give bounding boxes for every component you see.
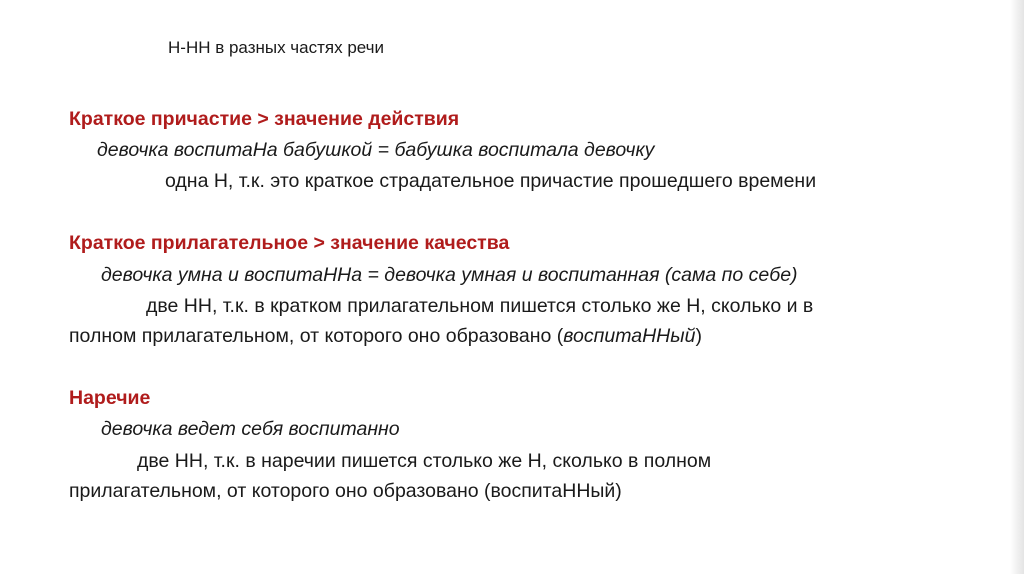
section2-explanation-line2 [69, 323, 702, 349]
section2-explanation-line2-end: ) [695, 325, 702, 347]
section2-example: девочка умна и воспитаННа = девочка умная и воспитанная (сама по себе) [101, 264, 798, 286]
section1-example: девочка воспитаНа бабушкой = бабушка воспитала девочку [97, 139, 655, 161]
section3-explanation-line1: две НН, т.к. в наречии пишется столько же Н, сколько в полном [137, 450, 712, 472]
section3-example: девочка ведет себя воспитанно [101, 418, 400, 440]
section1-heading: Краткое причастие > значение действия [69, 108, 460, 130]
section2-explanation-line1: две НН, т.к. в кратком прилагательном пишется столько же Н, сколько и в [146, 295, 814, 317]
section2-explanation-line2-main: полном прилагательном, от которого оно образовано ( [69, 325, 564, 347]
section2-explanation-line2-italic: воспитаННый [563, 325, 696, 347]
section2-heading: Краткое прилагательное > значение качества [69, 232, 510, 254]
slide-edge-shadow [1010, 0, 1024, 574]
section3-explanation-line2: прилагательном, от которого оно образовано (воспитаННый) [69, 480, 622, 502]
section1-explanation: одна Н, т.к. это краткое страдательное причастие прошедшего времени [165, 170, 817, 192]
section3-heading: Наречие [69, 387, 151, 409]
slide-title: Н-НН в разных частях речи [168, 38, 385, 57]
